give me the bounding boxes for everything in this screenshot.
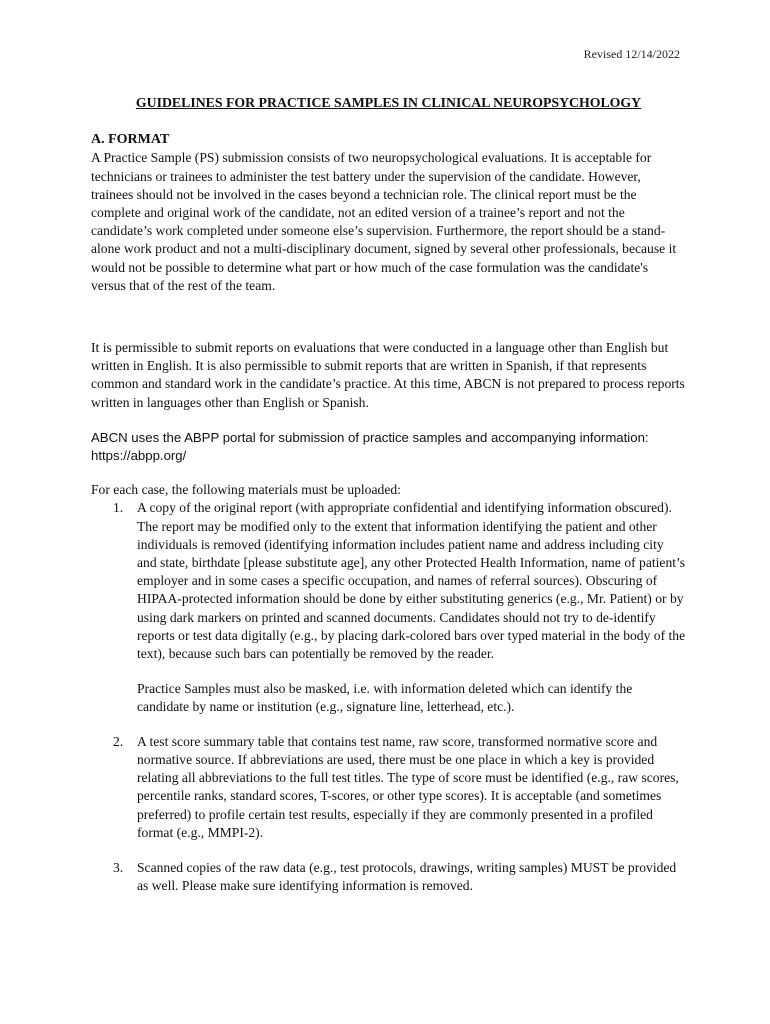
list-item-number: 3. (113, 859, 124, 875)
list-item-number: 2. (113, 733, 124, 749)
section-heading-format: A. FORMAT (91, 132, 170, 148)
list-item (91, 733, 686, 842)
paragraph-materials-intro: For each case, the following materials must be uploaded: (91, 482, 401, 498)
revision-date: Revised 12/14/2022 (583, 47, 680, 61)
document-body (91, 94, 686, 895)
list-item-text: A copy of the original report (with appropriate confidential and identifying information obscured). The report may be modified only to the extent that information identifying the patient and other individuals is removed (identifying information includes patient name and address including city and state, birthdate [please substitute age], any other Protected Health Information, name of patient’s employer and in some cases a specific occupation, and names of referral sources). Obscuring of HIPAA-protected information should be done by either substituting generics (e.g., Mr. Patient) or by using dark markers on printed and scanned documents. Candidates should not try to de-identify reports or test data digitally (e.g., by placing dark-colored bars over typed material in the body of the text), because such bars can potentially be removed by the reader. (137, 500, 686, 662)
list-item-number: 1. (113, 500, 124, 516)
materials-list (91, 499, 686, 895)
list-item-text: A test score summary table that contains test name, raw score, transformed normative score and normative source. If abbreviations are used, there must be one place in which a key is provided relating all abbreviations to the full test titles. The type of score must be identified (e.g., raw scores, percentile ranks, standard scores, T-scores, or other type scores). It is acceptable (and sometimes preferred) to profile certain test results, especially if they are commonly presented in a profiled format (e.g., MMPI-2). (137, 733, 679, 840)
paragraph-portal: ABCN uses the ABPP portal for submission of practice samples and accompanying information: https://abpp.org/ (91, 429, 649, 464)
document-title: GUIDELINES FOR PRACTICE SAMPLES IN CLINICAL NEUROPSYCHOLOGY (135, 95, 642, 110)
paragraph-ps-submission: A Practice Sample (PS) submission consists of two neuropsychological evaluations. It is acceptable for technicians or trainees to administer the test battery under the supervision of the candidate. However, trainees should not be involved in the cases beyond a technician role. The clinical report must be the complete and original work of the candidate, not an edited version of a trainee’s report and not the candidate’s work completed under someone else’s supervision. Furthermore, the report should be a stand-alone work product and not a multi-disciplinary document, signed by several other professionals, because it would not be possible to determine what part or how much of the case formulation was the candidate's versus that of the rest of the team. (91, 150, 677, 293)
list-item-text: Scanned copies of the raw data (e.g., test protocols, drawings, writing samples) MUST be provided as well. Please make sure identifying information is removed. (137, 859, 677, 894)
list-item (91, 859, 686, 895)
list-item (91, 499, 686, 716)
list-item-subparagraph: Practice Samples must also be masked, i.e. with information deleted which can identify the candidate by name or institution (e.g., signature line, letterhead, etc.). (137, 681, 633, 715)
paragraph-language: It is permissible to submit reports on evaluations that were conducted in a language other than English but written in English. It is also permissible to submit reports that are written in Spanish, if that represents common and standard work in the candidate’s practice. At this time, ABCN is not prepared to process reports written in languages other than English or Spanish. (91, 340, 685, 410)
